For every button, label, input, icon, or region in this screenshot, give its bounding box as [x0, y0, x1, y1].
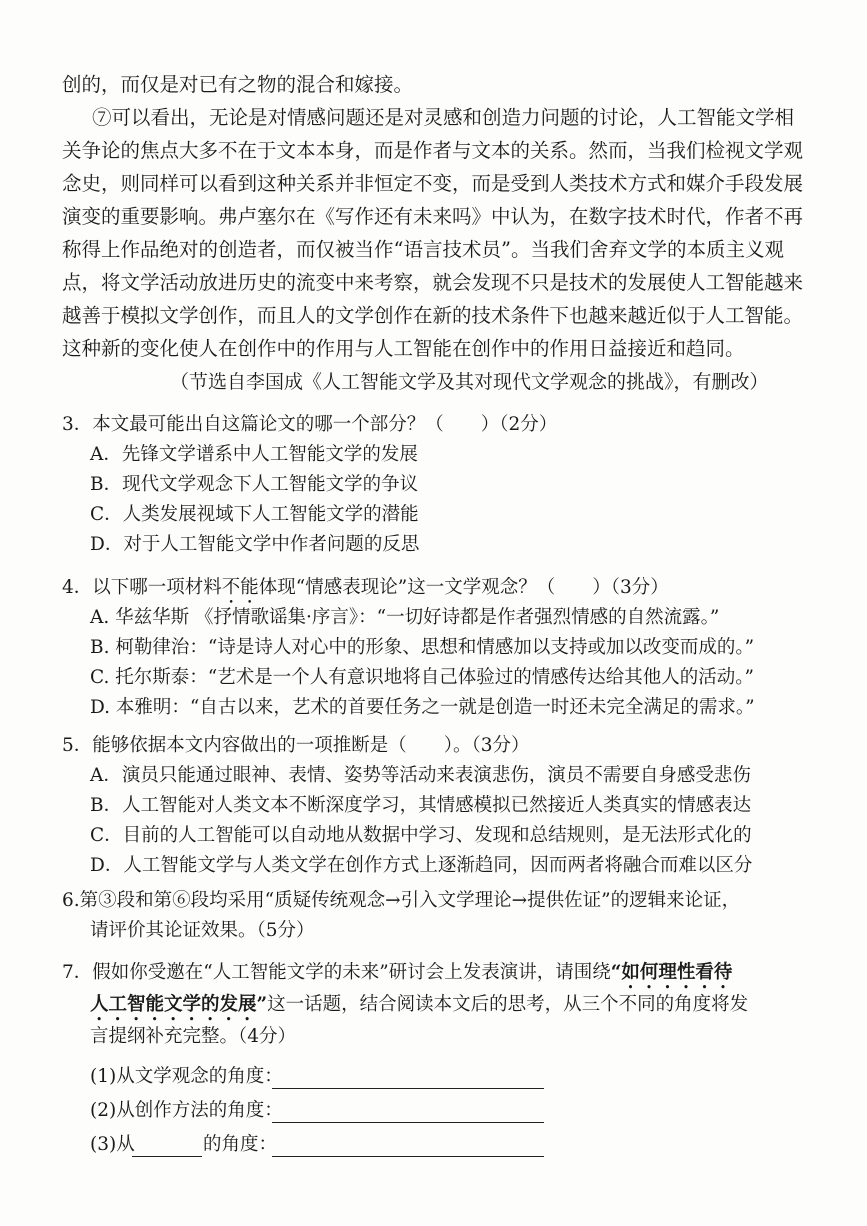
- question-5-option-c: C．目前的人工智能可以自动地从数据中学习、发现和总结规则，是无法形式化的: [90, 825, 752, 846]
- question-6-line-1: 6.第③段和第⑥段均采用“质疑传统观念→引入文学理论→提供佐证”的逻辑来论证，: [62, 890, 741, 911]
- question-3-option-a: A．先锋文学谱系中人工智能文学的发展: [90, 444, 418, 465]
- question-7-line-2: [90, 992, 748, 1025]
- question-3-option-d: D．对于人工智能文学中作者问题的反思: [90, 534, 420, 555]
- question-3-option-c: C．人类发展视域下人工智能文学的潜能: [90, 504, 419, 525]
- question-7-line-3: 言提纲补充完整。（4分）: [90, 1026, 297, 1047]
- passage-line: 演变的重要影响。弗卢塞尔在《写作还有未来吗》中认为，在数字技术时代，作者不再: [62, 205, 804, 228]
- answer-item-1-label: (1)从文学观念的角度：: [90, 1066, 283, 1087]
- passage-line: 关争论的焦点大多不在于文本本身，而是作者与文本的关系。然而，当我们检视文学观: [62, 139, 804, 162]
- question-4-option-d: D. 本雅明：“自古以来，艺术的首要任务之一就是创造一时还未完全满足的需求。”: [90, 697, 755, 718]
- answer-blank-1[interactable]: [272, 1088, 544, 1089]
- question-5-option-b: B．人工智能对人类文本不断深度学习，其情感模拟已然接近人类真实的情感表达: [90, 795, 752, 816]
- question-5-option-d: D．人工智能文学与人类文学在创作方式上逐渐趋同，因而两者将融合而难以区分: [90, 855, 753, 876]
- question-5-stem: 5．能够依据本文内容做出的一项推断是（ ）。（3分）: [62, 735, 530, 756]
- passage-source: （节选自李国成《人工智能文学及其对现代文学观念的挑战》，有删改）: [170, 371, 769, 393]
- question-4-emphasis: 不能: [221, 577, 259, 598]
- passage-line: 越善于模拟文学创作，而且人的文学创作在新的技术条件下也越来越近似于人工智能。: [62, 304, 804, 327]
- passage-line: ⑦可以看出，无论是对情感问题还是对灵感和创造力问题的讨论，人工智能文学相: [92, 106, 795, 129]
- question-4-stem-end: 体现“情感表现论”这一文学观念？（ ）（3分）: [258, 577, 669, 598]
- question-4-option-b: B. 柯勒律治：“诗是诗人对心中的形象、思想和情感加以支持或加以改变而成的。”: [90, 637, 755, 658]
- passage-line: 点，将文学活动放进历史的流变中来考察，就会发现不只是技术的发展使人工智能越来: [62, 271, 804, 294]
- passage-line: 创的，而仅是对已有之物的混合和嫁接。: [62, 73, 414, 96]
- question-5-option-a: A．演员只能通过眼神、表情、姿势等活动来表演悲伤，演员不需要自身感受悲伤: [90, 765, 751, 786]
- question-7-emphasis: 人工智能文学的发展”: [90, 994, 268, 1015]
- answer-blank-3[interactable]: [272, 1156, 544, 1157]
- question-7-text: 7．假如你受邀在“人工智能文学的未来”研讨会上发表演讲，请围绕: [62, 962, 611, 983]
- answer-blank-2[interactable]: [272, 1122, 544, 1123]
- answer-item-3-label: (3)从: [90, 1134, 135, 1155]
- question-4-stem-start: 4．以下哪一项材料: [62, 577, 222, 598]
- passage-line: 念史，则同样可以看到这种关系并非恒定不变，而是受到人类技术方式和媒介手段发展: [62, 172, 804, 195]
- question-7-text: 这一话题，结合阅读本文后的思考，从三个不同的角度将发: [267, 994, 749, 1015]
- question-3-option-b: B．现代文学观念下人工智能文学的争议: [90, 474, 419, 495]
- question-6-line-2: 请评价其论证效果。（5分）: [90, 920, 315, 941]
- question-7-line-1: [62, 960, 732, 993]
- passage-line: 这种新的变化使人在创作中的作用与人工智能在创作中的作用日益接近和趋同。: [62, 337, 745, 360]
- answer-item-3-suffix: 的角度：: [203, 1134, 278, 1155]
- answer-blank-3-angle[interactable]: [132, 1156, 202, 1157]
- question-4-option-a: A. 华兹华斯 《抒情歌谣集·序言》：“一切好诗都是作者强烈情感的自然流露。”: [90, 607, 720, 628]
- question-4-stem: [62, 575, 669, 608]
- question-3-stem: 3．本文最可能出自这篇论文的哪一个部分？（ ）（2分）: [62, 414, 558, 435]
- passage-line: 称得上作品绝对的创造者，而仅被当作“语言技术员”。当我们舍弃文学的本质主义观: [62, 238, 784, 261]
- question-7-emphasis: “如何理性看待: [610, 962, 733, 983]
- question-4-option-c: C. 托尔斯泰：“艺术是一个人有意识地将自己体验过的情感传达给其他人的活动。”: [90, 667, 754, 688]
- answer-item-2-label: (2)从创作方法的角度：: [90, 1100, 283, 1121]
